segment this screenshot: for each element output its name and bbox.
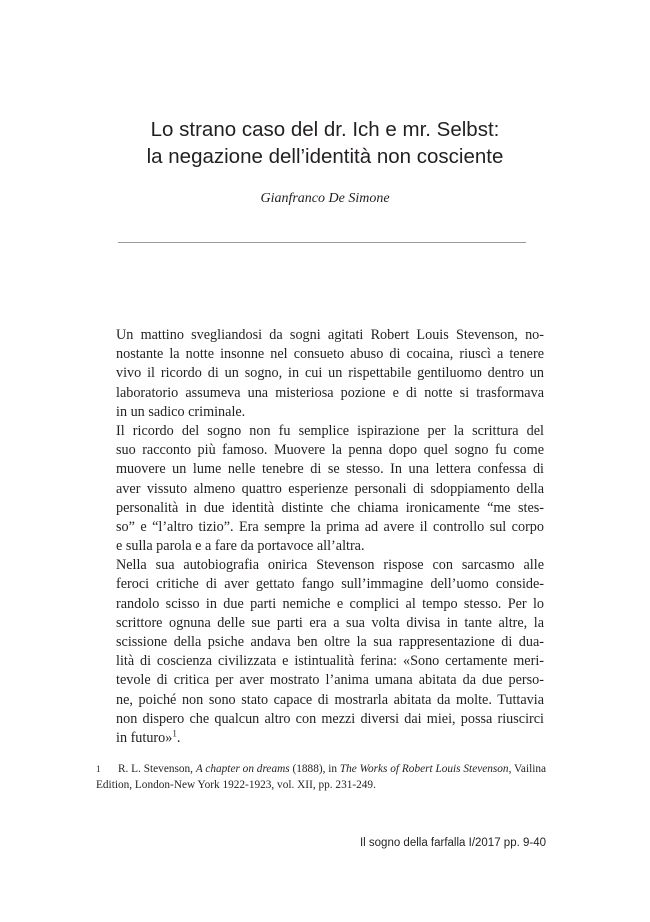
footnote-mark: 1	[96, 764, 101, 774]
running-footer: Il sogno della farfalla I/2017 pp. 9-40	[359, 837, 546, 849]
text-line-last	[116, 729, 544, 748]
article-title	[0, 116, 650, 170]
text-line: nostante la notte insonne nel consueto abuso di cocaina, riuscì a tenere	[116, 346, 544, 363]
text-line: scrittore ognuna delle sue parti era a sua volta divisa in tante altre, la	[116, 614, 544, 631]
article-title-line-1: Lo strano caso del dr. Ich e mr. Selbst:	[150, 118, 500, 141]
footnote-line-1	[96, 761, 547, 777]
text-line: scissione della psiche andava ben oltre la sua rappresentazione di dua-	[116, 634, 544, 650]
text-line-content: in futuro»	[116, 729, 173, 746]
text-line: ne, poiché non sono stato capace di mostrarla abitata da molte. Tuttavia	[116, 691, 544, 708]
text-line: personalità in due identità distinte che chiama ironicamente “me stes-	[116, 499, 544, 516]
footnote-text: R. L. Stevenson,	[118, 763, 196, 775]
text-line: vivo il ricordo di un sogno, in cui un rispettabile gentiluomo dentro un	[116, 365, 544, 382]
footnote-cited-title: A chapter on dreams	[195, 763, 290, 775]
footnote-text: (1888), in	[289, 763, 340, 775]
text-line: aver vissuto almeno quattro esperienze personali di sdoppiamento della	[116, 480, 544, 497]
footnote-text: , Vailina	[508, 763, 547, 775]
text-line: tevole di critica per aver mostrato l’anima umana abitata da due perso-	[116, 672, 544, 689]
sentence-end: .	[176, 729, 181, 746]
text-line: Un mattino svegliandosi da sogni agitati Robert Louis Stevenson, no-	[116, 327, 544, 343]
footnote-cited-work: The Works of Robert Louis Stevenson	[339, 763, 509, 775]
article-author: Gianfranco De Simone	[260, 191, 390, 206]
paragraph	[116, 326, 544, 422]
footnote-reference[interactable]: 1	[172, 728, 177, 739]
text-line: suo racconto più famoso. Muovere la penna dopo quel sogno fu come	[116, 442, 544, 459]
text-line: non dispero che qualcun altro con mezzi diversi dai miei, possa riuscirci	[116, 710, 544, 727]
text-line: lità di coscienza civilizzata e istintualità ferina: «Sono certamente meri-	[116, 653, 544, 670]
article-title-line-2: la negazione dell’identità non cosciente	[146, 145, 504, 168]
text-line: Nella sua autobiografia onirica Stevenson rispose con sarcasmo alle	[116, 557, 544, 574]
paragraph	[116, 556, 544, 748]
text-line: Il ricordo del sogno non fu semplice ispirazione per la scrittura del	[116, 422, 544, 439]
title-divider	[118, 242, 526, 243]
text-line: e sulla parola e a fare da portavoce all’altra.	[116, 538, 365, 555]
text-line: randolo scisso in due parti nemiche e complici al tempo stesso. Per lo	[116, 595, 544, 612]
footnote	[96, 761, 547, 793]
text-line: in un sadico criminale.	[116, 403, 246, 420]
paragraph	[116, 422, 544, 556]
text-line: laboratorio assumeva una misteriosa pozione e di notte si trasformava	[116, 384, 544, 401]
article-body	[116, 326, 544, 748]
text-line: muovere un lume nelle tenebre di se stesso. In una lettera confessa di	[116, 461, 544, 478]
text-line: so” e “l’altro tizio”. Era sempre la prima ad avere il controllo sul corpo	[116, 518, 544, 535]
text-line: feroci critiche di aver gettato fango sull’immagine dell’uomo conside-	[116, 576, 544, 593]
footnote-line-2: Edition, London-New York 1922-1923, vol. XII, pp. 231-249.	[96, 779, 376, 791]
